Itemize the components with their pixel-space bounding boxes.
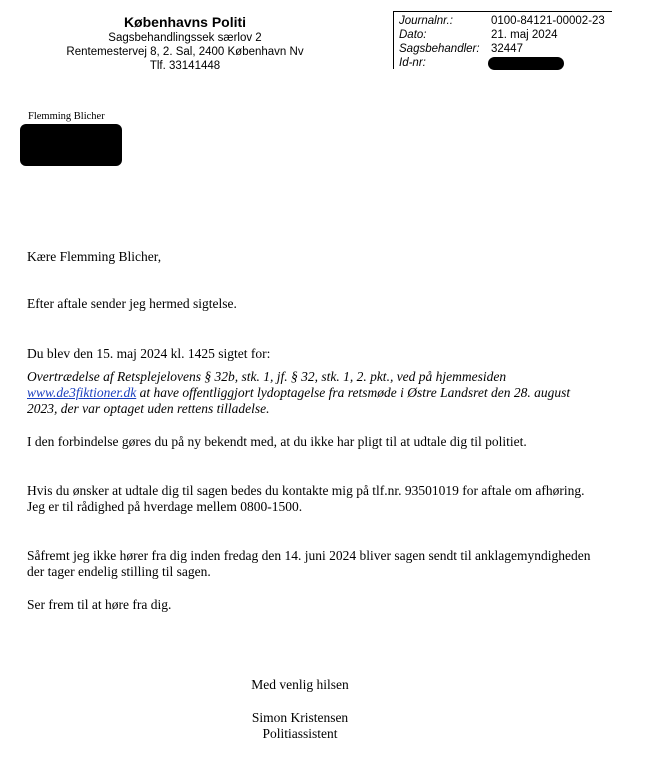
charged-on-line: Du blev den 15. maj 2024 kl. 1425 sigtet for: — [27, 346, 271, 361]
closing-wish: Ser frem til at høre fra dig. — [27, 597, 172, 612]
contact-line-1: Hvis du ønsker at udtale dig til sagen bedes du kontakte mig på tlf.nr. 93501019 for aftale om afhøring. — [27, 483, 585, 498]
contact-line-2: Jeg er til rådighed på hverdage mellem 0800-1500. — [27, 499, 303, 514]
sender-address: Rentemestervej 8, 2. Sal, 2400 København Nv — [66, 46, 304, 58]
signature-regards: Med venlig hilsen — [251, 677, 349, 692]
sender-block — [40, 13, 330, 73]
deadline-line-2: der tager endelig stilling til sagen. — [27, 564, 211, 579]
journal-value: 0100-84121-00002-23 — [491, 15, 605, 27]
charge-line-2-text: at have offentliggjort lydoptagelse fra retsmøde i Østre Landsret den 28. august — [136, 385, 571, 400]
handler-value: 32447 — [491, 43, 523, 55]
charge-line-1: Overtrædelse af Retsplejelovens § 32b, stk. 1, jf. § 32, stk. 1, 2. pkt., ved på hjemmesiden — [27, 369, 507, 384]
sender-department: Sagsbehandlingssek særlov 2 — [108, 32, 262, 44]
charge-line-2 — [27, 385, 570, 401]
handler-label: Sagsbehandler: — [399, 43, 480, 55]
case-info-box — [393, 11, 612, 69]
intro-paragraph: Efter aftale sender jeg hermed sigtelse. — [27, 296, 237, 311]
website-link[interactable]: www.de3fiktioner.dk — [27, 385, 137, 400]
deadline-line-1: Såfremt jeg ikke hører fra dig inden fredag den 14. juni 2024 bliver sagen sendt til anklagemyndigheden — [27, 548, 591, 563]
greeting: Kære Flemming Blicher, — [27, 249, 162, 264]
sender-name: Københavns Politi — [123, 14, 247, 30]
id-label: Id-nr: — [399, 57, 426, 69]
date-label: Dato: — [399, 29, 427, 41]
sender-phone: Tlf. 33141448 — [149, 60, 221, 72]
recipient-name: Flemming Blicher — [28, 111, 105, 122]
signature-name: Simon Kristensen — [251, 710, 349, 725]
id-redaction — [488, 57, 564, 70]
journal-label: Journalnr.: — [399, 15, 453, 27]
recipient-address-redaction — [20, 124, 122, 166]
charge-line-3: 2023, der var optaget uden rettens tilladelse. — [27, 401, 270, 416]
signature-title: Politiassistent — [262, 726, 338, 741]
date-value: 21. maj 2024 — [491, 29, 558, 41]
rights-paragraph: I den forbindelse gøres du på ny bekendt med, at du ikke har pligt til at udtale dig til politiet. — [27, 434, 527, 449]
